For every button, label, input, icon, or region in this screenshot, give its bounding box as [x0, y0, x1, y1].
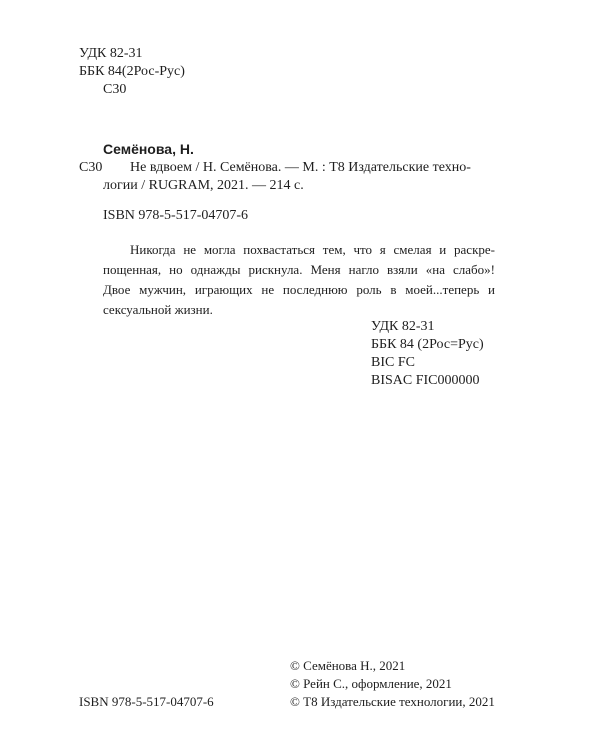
bbk-code-top: ББК 84(2Рос-Рус)	[79, 64, 185, 79]
isbn-record: ISBN 978-5-517-04707-6	[103, 208, 249, 223]
udk-code-top: УДК 82-31	[79, 46, 143, 61]
isbn-footer: ISBN 978-5-517-04707-6	[79, 694, 214, 709]
copyright-line: © Т8 Издательские технологии, 2021	[290, 694, 495, 709]
description-line: Не вдвоем / Н. Семёнова. — М. : Т8 Издательские техно-	[130, 160, 471, 175]
annotation-line: Двое мужчин, играющих не последнюю роль в моей...теперь и	[103, 282, 495, 297]
bbk-code-right: ББК 84 (2Рос=Рус)	[371, 337, 484, 352]
udk-code-right: УДК 82-31	[371, 319, 435, 334]
bibliographic-description	[103, 159, 471, 195]
description-line: логии / RUGRAM, 2021. — 214 с.	[103, 178, 304, 193]
bic-code: BIC FC	[371, 355, 415, 370]
author-mark-margin: С30	[79, 160, 103, 175]
annotation-line: пощенная, но однажды рискнула. Меня нагло взяли «на слабо»!	[103, 262, 495, 277]
annotation	[103, 240, 495, 320]
author-mark-top: С30	[103, 82, 127, 97]
author-name: Семёнова, Н.	[103, 141, 194, 157]
annotation-line: Никогда не могла похвастаться тем, что я смелая и раскре-	[130, 242, 495, 257]
copyright-line: © Рейн С., оформление, 2021	[290, 676, 452, 691]
copyright-line: © Семёнова Н., 2021	[290, 658, 406, 673]
annotation-line: сексуальной жизни.	[103, 302, 213, 317]
bisac-code: BISAC FIC000000	[371, 373, 480, 388]
